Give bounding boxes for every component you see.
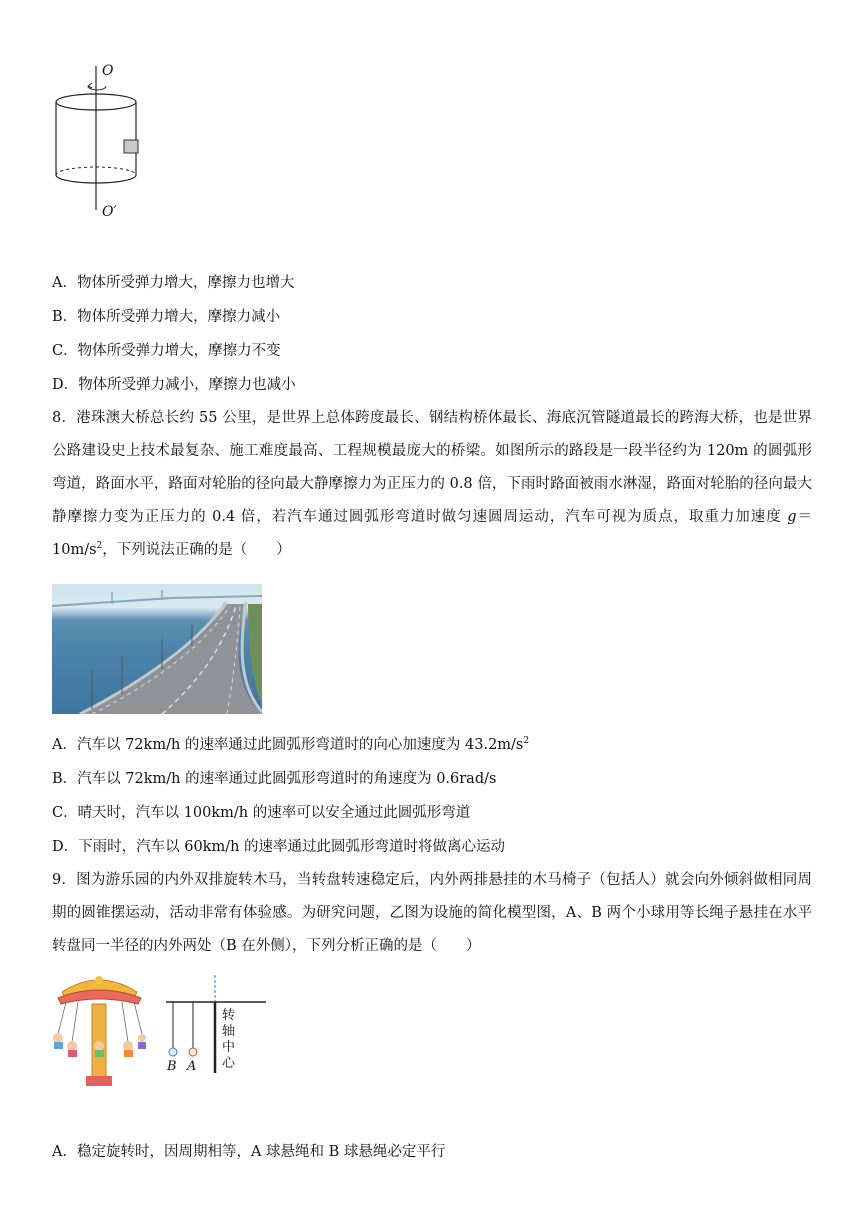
- q8-stem-text: 8．港珠澳大桥总长约 55 公里，是世界上总体跨度最长、钢结构桥体最长、海底沉管隧道最长的跨海大桥，也是世界公路建设史上技术最复杂、施工难度最高、工程规模最庞大的桥梁。如图所示的路段是一段半径约为 120m 的圆弧形弯道，路面水平，路面对轮胎的径向最大静摩擦力为正压力的 0.8 倍，下雨时路面被雨水淋湿，路面对轮胎的径向最大静摩擦力变为正压力的 0.4 倍，若汽车通过圆弧形弯道时做匀速圆周运动，汽车可视为质点，取重力加速度: [52, 410, 812, 525]
- axis-label-top: O: [102, 63, 114, 79]
- q8-option-a-sup: 2: [523, 736, 530, 746]
- q8-stem: [52, 402, 812, 567]
- g-superscript: 2: [96, 541, 103, 551]
- q8-option-d: D．下雨时，汽车以 60km/h 的速率通过此圆弧形弯道时将做离心运动: [52, 839, 506, 855]
- q7-option-c: C．物体所受弹力增大，摩擦力不变: [52, 343, 281, 359]
- ball-b-label: B: [167, 1059, 177, 1074]
- q9-option-a: A．稳定旋转时，因周期相等，A 球悬绳和 B 球悬绳必定平行: [52, 1144, 446, 1160]
- q8-option-b: B．汽车以 72km/h 的速率通过此圆弧形弯道时的角速度为 0.6rad/s: [52, 771, 497, 787]
- axis-label-bottom: O′: [102, 204, 117, 220]
- q9-stem: 9．图为游乐园的内外双排旋转木马，当转盘转速稳定后，内外两排悬挂的木马椅子（包括人）就会向外倾斜做相同周期的圆锥摆运动，活动非常有体验感。为研究问题，乙图为设施的简化模型图，A、B 两个小球用等长绳子悬挂在水平转盘同一半径的内外两处（B 在外侧），下列分析正确的是（ ）: [52, 872, 812, 954]
- q7-option-b: B．物体所受弹力增大，摩擦力减小: [52, 309, 281, 325]
- bridge-photo: [52, 584, 262, 714]
- q8-stem-end: ，下列说法正确的是（ ）: [102, 542, 291, 558]
- g-value: ＝10m/s: [52, 509, 813, 558]
- rotating-cylinder-figure: [48, 60, 158, 225]
- ball-a-label: A: [187, 1059, 197, 1074]
- g-symbol: g: [787, 509, 797, 525]
- carousel-picture: [52, 972, 147, 1090]
- axis-center-label: 转轴中心: [222, 1008, 236, 1071]
- q7-option-a: A．物体所受弹力增大，摩擦力也增大: [52, 275, 295, 291]
- q8-option-c: C．晴天时，汽车以 100km/h 的速率可以安全通过此圆弧形弯道: [52, 805, 471, 821]
- q7-option-d: D．物体所受弹力减小，摩擦力也减小: [52, 377, 296, 393]
- q8-option-a: [52, 735, 529, 755]
- q8-option-a-text: A．汽车以 72km/h 的速率通过此圆弧形弯道时的向心加速度为 43.2m/s: [52, 737, 524, 753]
